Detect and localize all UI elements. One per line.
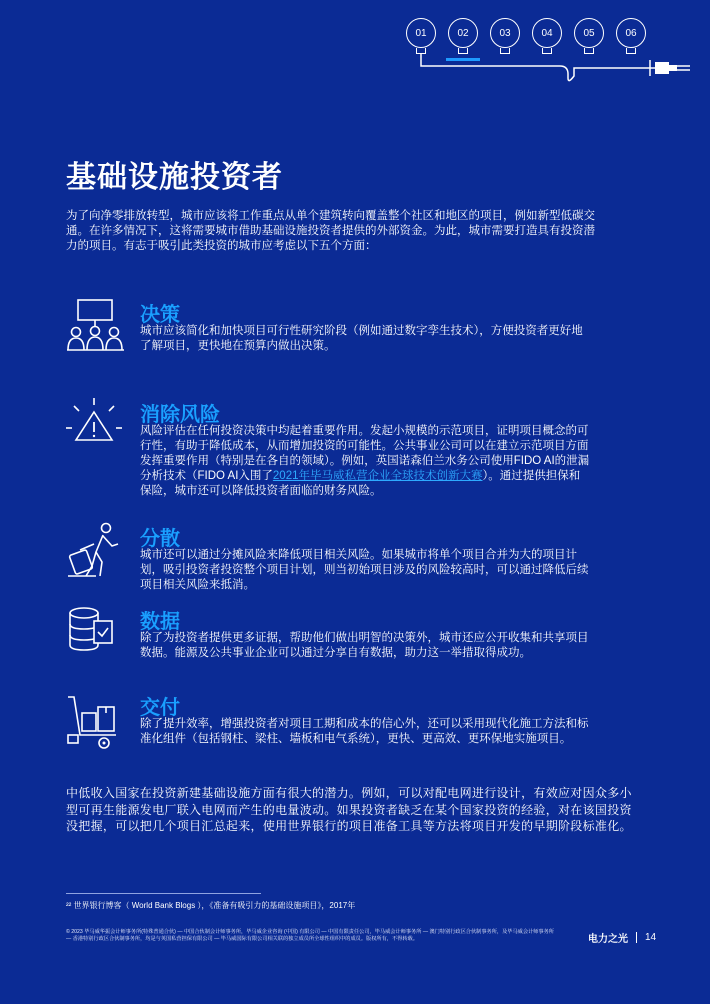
nav-section-label: 06 [616,18,646,48]
aspect-heading: 分散 [140,526,180,550]
page-number: 14 [645,932,657,943]
nav-section-label: 05 [574,18,604,48]
aspect-heading: 决策 [140,302,180,326]
aspect-body: 除了为投资者提供更多证据，帮助他们做出明智的决策外，城市还应公开收集和共享项目数据。能源及公共事业企业可以通过分享自有数据，助力这一举措取得成功。 [140,632,589,659]
nav-section-05[interactable] [574,18,604,54]
nav-section-06[interactable] [616,18,646,54]
aspect-heading: 消除风险 [140,402,220,426]
aspect-body: 城市应该简化和加快项目可行性研究阶段（例如通过数字孪生技术），方便投资者更好地了解项目，更快地在预算内做出决策。 [140,325,583,352]
nav-section-01[interactable] [406,18,436,54]
database-document-icon [66,605,126,665]
nav-section-label: 02 [448,18,478,48]
section-nav [400,18,700,88]
legal-notice: © 2023 毕马威华振会计师事务所(特殊普通合伙) — 中国合伙制会计师事务所，毕马威企业咨询 (中国) 有限公司 — 中国有限责任公司，毕马威会计师事务所 — 澳门特别行政区合伙制事务所，及毕马威会计师事务所 — 香港特别行政区合伙制事务所，均是与英国私营担保有限公司 — 毕马威国际有限公司相关联的独立成员所全球性组织中的成员。版权所有，不得转载。 [66,929,554,942]
warning-triangle-icon [66,398,126,458]
award-link[interactable]: 2021年毕马威私营企业全球技术创新大赛 [272,470,483,482]
nav-section-label: 01 [406,18,436,48]
trolley-boxes-icon [66,691,126,751]
nav-section-label: 04 [532,18,562,48]
aspect-heading: 数据 [140,609,180,633]
page-footer [588,930,656,945]
footer-brand: 电力之光 [588,934,628,945]
intro-paragraph: 为了向净零排放转型，城市应该将工作重点从单个建筑转向覆盖整个社区和地区的项目，例如新型低碳交通。在许多情况下，这将需要城市借助基础设施投资者提供的外部资金。为此，城市需要打造具有投资潜力的项目。有志于吸引此类投资的城市应考虑以下五个方面： [66,210,595,252]
page-title: 基础设施投资者 [66,160,283,195]
footer-separator [636,932,637,943]
nav-section-02[interactable] [448,18,478,54]
aspect-body-text-end: ）。通过提供担保和保险，城市还可以降低投资者面临的财务风险。 [140,470,581,497]
aspect-heading: 交付 [140,695,180,719]
footnote: ²² 世界银行博客（ World Bank Blogs ），《准备有吸引力的基础设施项目》，2017年 [66,901,356,910]
power-cord-icon [400,54,700,88]
closing-paragraph: 中低收入国家在投资新建基础设施方面有很大的潜力。例如，可以对配电网进行设计，有效应对因众多小型可再生能源发电厂联入电网而产生的电量波动。如果投资者缺乏在某个国家投资的经验，对在该国投资没把握，可以把几个项目汇总起来，使用世界银行的项目准备工具等方法将项目开发的早期阶段标准化。 [66,786,632,833]
aspect-body-text: 风险评估在任何投资决策中均起着重要作用。发起小规模的示范项目，证明项目概念的可行性，有助于降低成本，从而增加投资的可能性。公共事业公司可以在建立示范项目方面发挥重要作用（特别是在各自的领域）。例如，英国诺森伯兰水务公司使用FIDO AI的泄漏分析技术（FIDO AI入围了 [140,425,590,482]
person-luggage-icon [66,522,126,582]
footnote-divider [66,893,261,894]
aspect-body: 除了提升效率，增强投资者对项目工期和成本的信心外，还可以采用现代化施工方法和标准化组件（包括钢柱、梁柱、墙板和电气系统），更快、更高效、更环保地实施项目。 [140,718,589,745]
aspect-body [140,424,590,499]
nav-section-03[interactable] [490,18,520,54]
meeting-people-icon [66,298,126,358]
nav-section-label: 03 [490,18,520,48]
aspect-body: 城市还可以通过分摊风险来降低项目相关风险。如果城市将单个项目合并为大的项目计划，吸引投资者投资整个项目计划，则当初始项目涉及的风险较高时，可以通过降低后续项目相关风险来抵消。 [140,549,589,591]
nav-section-04[interactable] [532,18,562,54]
